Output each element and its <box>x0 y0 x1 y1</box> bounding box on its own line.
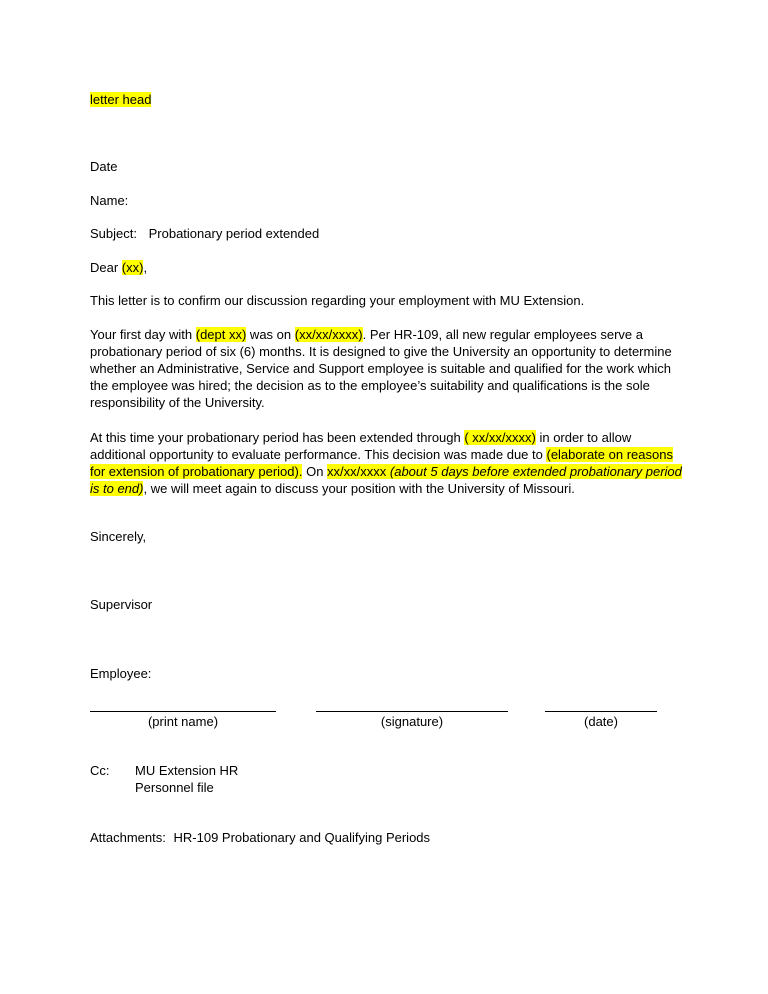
print-name-label: (print name) <box>147 714 219 729</box>
paragraph-extension <box>90 429 690 497</box>
supervisor-label: Supervisor <box>90 597 153 612</box>
p2-text-a: Your first day with <box>90 327 196 342</box>
salutation-name: (xx) <box>121 260 144 275</box>
letterhead-placeholder: letter head <box>90 92 152 107</box>
start-date-placeholder: (xx/xx/xxxx) <box>294 327 363 342</box>
signature-block <box>316 696 508 730</box>
p3-text-b: in order to allow additional opportunity to evaluate performance. This decision was made due to <box>90 430 632 462</box>
subject-label: Subject: <box>90 226 137 241</box>
date-sig-label: (date) <box>584 714 618 729</box>
signature-label: (signature) <box>380 714 444 729</box>
salutation <box>90 259 147 276</box>
salutation-prefix: Dear <box>90 260 122 275</box>
reasons-placeholder: (elaborate on reasons for extension of probationary period). <box>90 447 673 479</box>
subject-value: Probationary period extended <box>148 226 320 241</box>
paragraph-confirmation: This letter is to confirm our discussion regarding your employment with MU Extension. <box>90 293 585 308</box>
cc-recipient-file: Personnel file <box>135 780 214 795</box>
cc-label: Cc: <box>90 763 110 778</box>
p3-text-c: On <box>302 464 328 479</box>
cc-recipient-hr: MU Extension HR <box>135 763 239 778</box>
extended-date-placeholder: ( xx/xx/xxxx) <box>464 430 536 445</box>
meeting-date-placeholder: xx/xx/xxxx <box>327 464 387 479</box>
signature-line <box>316 696 508 712</box>
attachments-label: Attachments: <box>90 830 166 845</box>
print-name-line <box>90 696 276 712</box>
p2-text-b: was on <box>246 327 295 342</box>
date-block <box>545 696 657 730</box>
attachments-line <box>90 829 430 846</box>
employee-label: Employee: <box>90 666 152 681</box>
paragraph-first-day <box>90 326 690 411</box>
date-line <box>545 696 657 712</box>
print-name-block <box>90 696 276 730</box>
dept-placeholder: (dept xx) <box>195 327 247 342</box>
closing-sincerely: Sincerely, <box>90 529 147 544</box>
meeting-note-placeholder: (about 5 days before extended probationary period is to end) <box>90 464 682 496</box>
salutation-suffix: , <box>143 260 148 275</box>
subject-line <box>90 225 319 242</box>
p2-text-c: . Per HR-109, all new regular employees serve a probationary period of six (6) months. It is designed to give the University an opportunity to determine whether an Administrative, Service and Support employee is suitable and qualified for the work which the employee was hired; the decision as to the employee’s suitability and qualifications is the sole responsibility of the University. <box>90 327 672 410</box>
name-label: Name: <box>90 193 129 208</box>
attachments-value: HR-109 Probationary and Qualifying Periods <box>173 830 431 845</box>
p3-text-a: At this time your probationary period has been extended through <box>90 430 465 445</box>
date-label: Date <box>90 159 118 174</box>
p3-text-d: , we will meet again to discuss your position with the University of Missouri. <box>143 481 575 496</box>
letterhead <box>90 91 151 108</box>
